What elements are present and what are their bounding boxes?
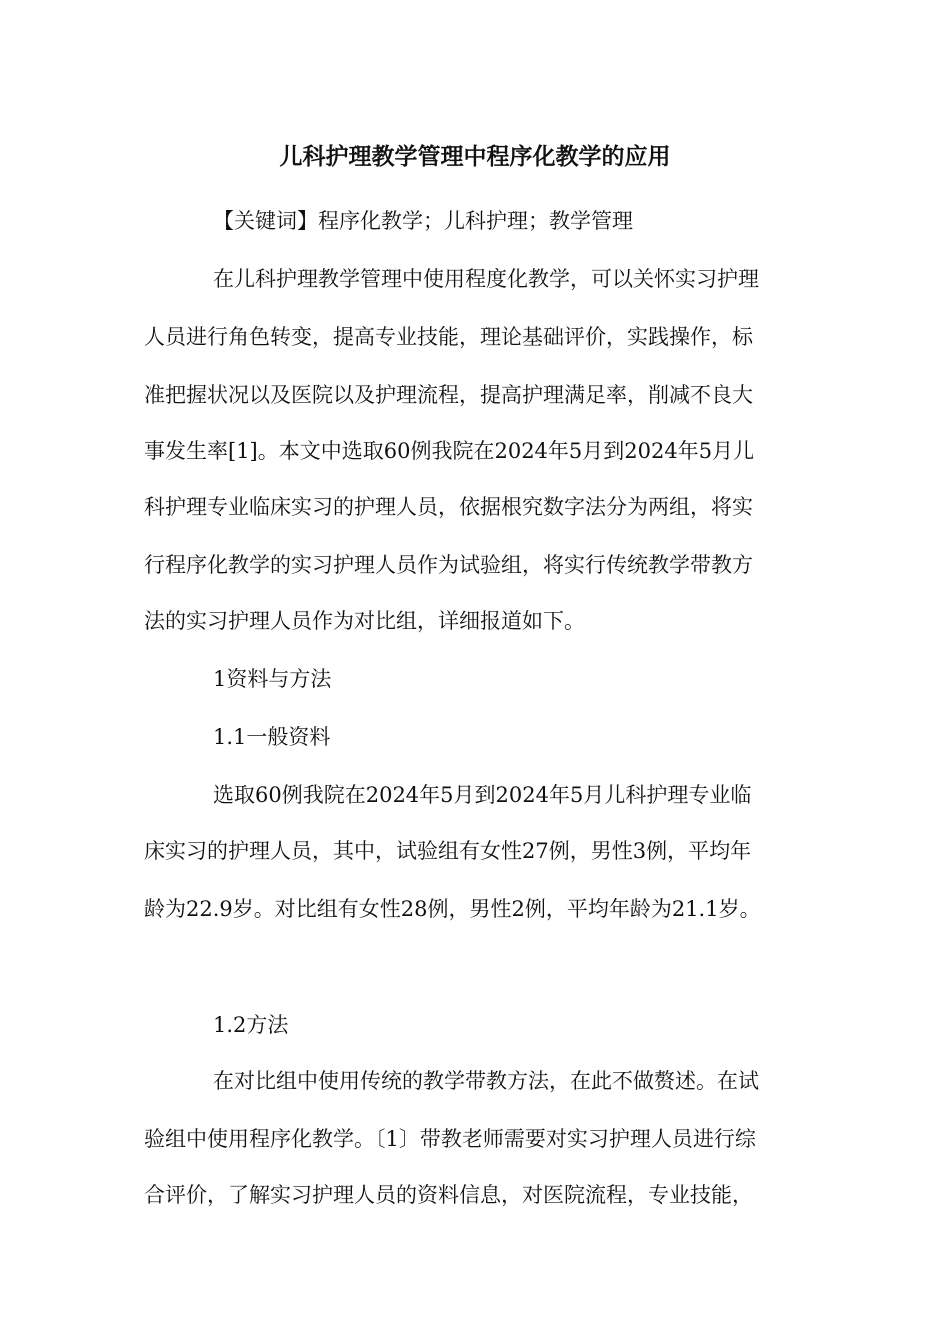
intro-line: 法的实习护理人员作为对比组，详细报道如下。 <box>144 609 585 633</box>
document-title: 儿科护理教学管理中程序化教学的应用 <box>279 144 671 170</box>
body-line: 龄为22.9岁。对比组有女性28例，男性2例，平均年龄为21.1岁。 <box>144 897 761 921</box>
intro-line: 科护理专业临床实习的护理人员，依据根究数字法分为两组，将实 <box>144 495 753 519</box>
keywords-line: 【关键词】程序化教学；儿科护理；教学管理 <box>213 209 633 233</box>
intro-line: 在儿科护理教学管理中使用程度化教学，可以关怀实习护理 <box>213 267 759 291</box>
body-line: 选取60例我院在2024年5月到2024年5月儿科护理专业临 <box>213 783 752 807</box>
body-line: 在对比组中使用传统的教学带教方法，在此不做赘述。在试 <box>213 1069 759 1093</box>
intro-line: 行程序化教学的实习护理人员作为试验组，将实行传统教学带教方 <box>144 553 753 577</box>
intro-line: 事发生率[1]。本文中选取60例我院在2024年5月到2024年5月儿 <box>144 439 755 463</box>
intro-line: 准把握状况以及医院以及护理流程，提高护理满足率，削减不良大 <box>144 383 753 407</box>
body-line: 验组中使用程序化教学。〔1〕带教老师需要对实习护理人员进行综 <box>144 1127 756 1151</box>
body-line: 床实习的护理人员，其中，试验组有女性27例，男性3例，平均年 <box>144 839 752 863</box>
subsection-heading: 1.1一般资料 <box>213 725 331 749</box>
section-heading: 1资料与方法 <box>213 667 332 691</box>
body-line: 合评价，了解实习护理人员的资料信息，对医院流程，专业技能， <box>144 1183 753 1207</box>
subsection-heading: 1.2方法 <box>213 1013 289 1037</box>
intro-line: 人员进行角色转变，提高专业技能，理论基础评价，实践操作，标 <box>144 325 753 349</box>
